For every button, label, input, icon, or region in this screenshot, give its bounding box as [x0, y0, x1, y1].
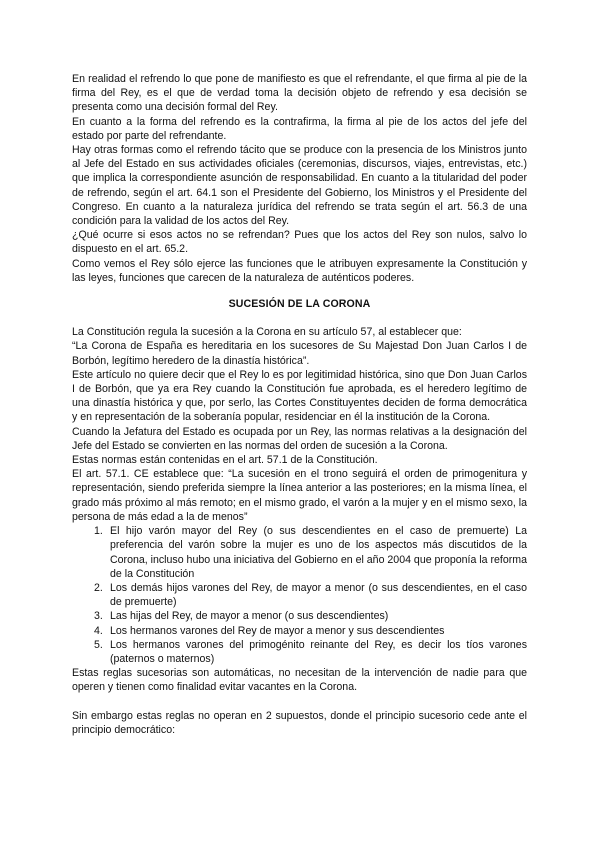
- list-item-text: Las hijas del Rey, de mayor a menor (o sus descendientes): [110, 610, 389, 623]
- paragraph-normas: Estas normas están contenidas en el art. 57.1 de la Constitución.: [72, 454, 378, 467]
- list-item-number: 2.: [94, 581, 103, 594]
- paragraph-sucesion-intro: La Constitución regula la sucesión a la Corona en su artículo 57, al establecer que:: [72, 326, 462, 339]
- section-heading: SUCESIÓN DE LA CORONA: [228, 298, 371, 311]
- paragraph-reglas-automaticas: Estas reglas sucesorias son automáticas, no necesitan de la intervención de nadie para que operen y tienen como finalidad evitar vacantes en la Corona.: [72, 667, 527, 694]
- document-page: [72, 72, 527, 737]
- list-item-text: El hijo varón mayor del Rey (o sus descendientes en el caso de premuerte) La preferencia del varón sobre la mujer es uno de los aspectos más discutidos de la Corona, incluso hubo una iniciativa del Gobierno en el año 2004 que proponía la reforma de la Constitución: [110, 525, 527, 580]
- paragraph-spacer: [72, 695, 527, 709]
- list-item-text: Los hermanos varones del primogénito reinante del Rey, es decir los tíos varones (paternos o maternos): [110, 638, 527, 665]
- list-item-number: 3.: [94, 610, 103, 623]
- succession-rules-list: [72, 524, 527, 666]
- list-item: [72, 638, 527, 666]
- paragraph-rey-funciones: Como vemos el Rey sólo ejerce las funciones que le atribuyen expresamente la Constitución y las leyes, funciones que carecen de la naturaleza de auténticos poderes.: [72, 257, 527, 284]
- paragraph-excepciones: Sin embargo estas reglas no operan en 2 supuestos, donde el principio sucesorio cede ante el principio democrático:: [72, 709, 527, 736]
- list-item-text: Los demás hijos varones del Rey, de mayor a menor (o sus descendientes, en el caso de premuerte): [110, 581, 527, 609]
- paragraph-refrendo-form: En cuanto a la forma del refrendo es la contrafirma, la firma al pie de los actos del jefe del estado por parte del refrendante.: [72, 115, 527, 142]
- paragraph-legitimidad: Este artículo no quiere decir que el Rey lo es por legitimidad histórica, sino que Don Juan Carlos I de Borbón, que ya era Rey cuando la Constitución fue aprobada, es el heredero legítimo de una dinastía histórica y que, por serlo, las Cortes Constituyentes deciden de forma democrática y en representación de la soberanía popular, residenciar en él la institución de la Corona.: [72, 368, 527, 424]
- paragraph-jefatura: Cuando la Jefatura del Estado es ocupada por un Rey, las normas relativas a la designación del Jefe del Estado se convierten en las normas del orden de sucesión a la Corona.: [72, 425, 527, 452]
- paragraph-art-57-1: El art. 57.1. CE establece que: “La sucesión en el trono seguirá el orden de primogenitura y representación, siendo preferida siempre la línea anterior a las posteriores; en la misma línea, el grado más próximo al más remoto; en el mismo grado, el varón a la mujer y en el mismo sexo, la persona de más edad a la de menos”: [72, 468, 527, 523]
- list-item: [72, 524, 527, 581]
- paragraph-corona-quote: “La Corona de España es hereditaria en los sucesores de Su Majestad Don Juan Carlos I de Borbón, legítimo heredero de la dinastía histórica”.: [72, 340, 527, 367]
- list-item: [72, 581, 527, 609]
- paragraph-refrendo-tacito: Hay otras formas como el refrendo tácito que se produce con la presencia de los Ministros junto al Jefe del Estado en sus actividades oficiales (ceremonias, discursos, viajes, entrevistas, etc.) que implica la correspondiente asunción de responsabilidad. En cuanto a la titularidad del poder de refrendo, según el art. 64.1 son el Presidente del Gobierno, los Ministros y el Presidente del Congreso. En cuanto a la naturaleza jurídica del refrendo se trata según el art. 56.3 de una condición para la validad de los actos del Rey.: [72, 144, 527, 228]
- list-item-number: 1.: [94, 525, 103, 538]
- list-item: [72, 609, 527, 623]
- list-item: [72, 624, 527, 638]
- list-item-number: 4.: [94, 624, 103, 637]
- paragraph-refrendo-nulidad: ¿Qué ocurre si esos actos no se refrendan? Pues que los actos del Rey son nulos, salvo lo dispuesto en el art. 65.2.: [72, 229, 527, 256]
- list-item-text: Los hermanos varones del Rey de mayor a menor y sus descendientes: [110, 624, 445, 637]
- paragraph-refrendo-meaning: En realidad el refrendo lo que pone de manifiesto es que el refrendante, el que firma al pie de la firma del Rey, es el que de verdad toma la decisión objeto de refrendo y esa decisión se presenta como una decisión formal del Rey.: [72, 73, 527, 114]
- list-item-number: 5.: [94, 638, 103, 651]
